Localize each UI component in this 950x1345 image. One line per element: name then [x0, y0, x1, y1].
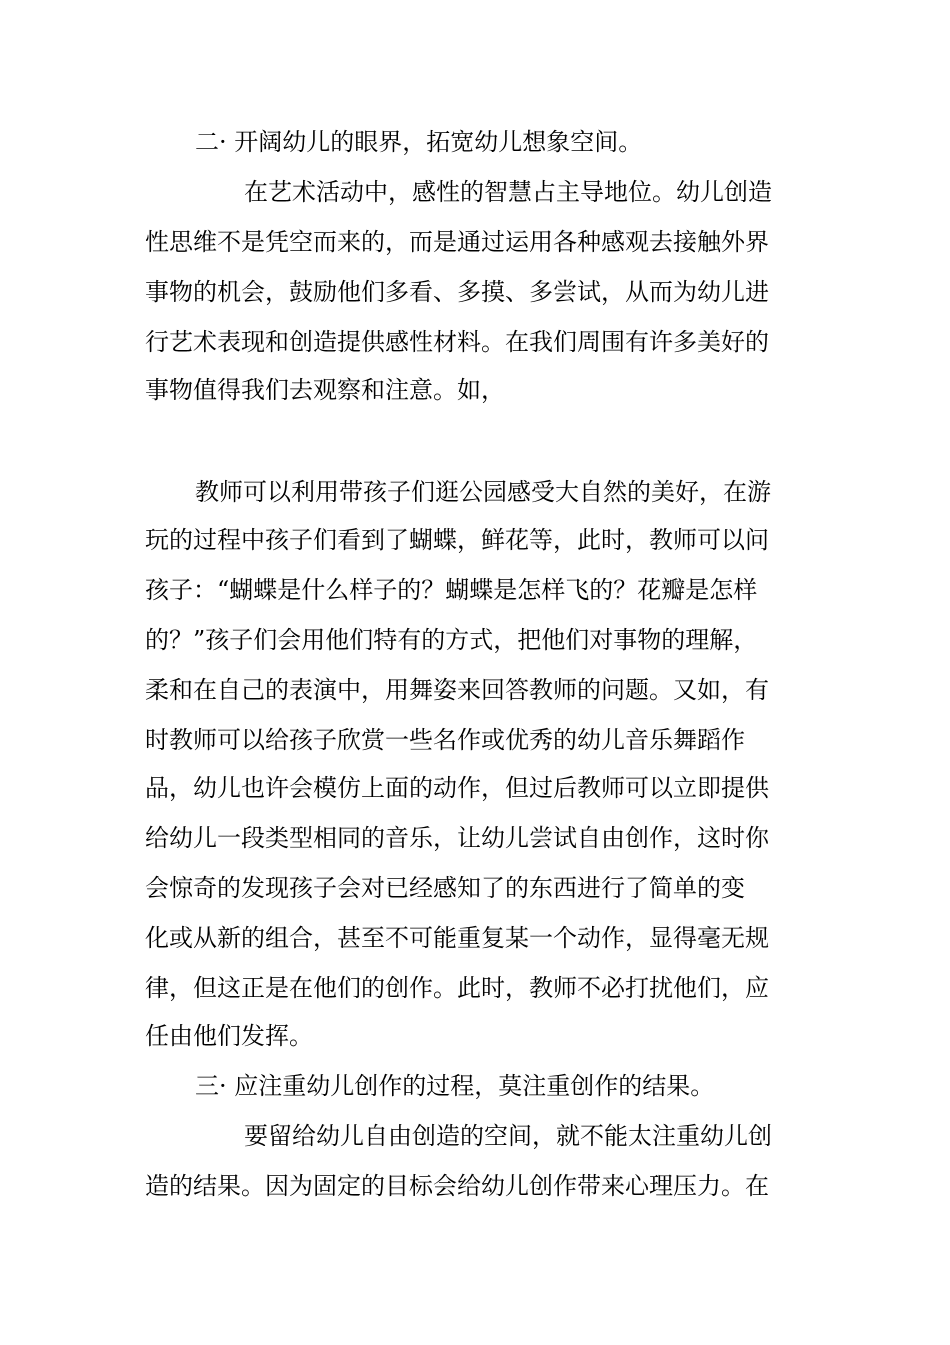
paragraph-line: 时教师可以给孩子欣赏一些名作或优秀的幼儿音乐舞蹈作: [145, 726, 745, 754]
paragraph-line: 在艺术活动中，感性的智慧占主导地位。幼儿创造: [244, 178, 772, 206]
paragraph-line: 品，幼儿也许会模仿上面的动作，但过后教师可以立即提供: [145, 774, 769, 802]
paragraph-line: 律，但这正是在他们的创作。此时，教师不必打扰他们，应: [145, 974, 769, 1002]
paragraph-line: 任由他们发挥。: [145, 1022, 313, 1050]
paragraph-line: 会惊奇的发现孩子会对已经感知了的东西进行了简单的变: [145, 874, 745, 902]
paragraph-line: 的？”孩子们会用他们特有的方式，把他们对事物的理解，: [145, 626, 758, 654]
paragraph-line: 造的结果。因为固定的目标会给幼儿创作带来心理压力。在: [145, 1172, 769, 1200]
paragraph-line: 玩的过程中孩子们看到了蝴蝶，鲜花等，此时，教师可以问: [145, 526, 769, 554]
paragraph-line: 事物的机会，鼓励他们多看、多摸、多尝试，从而为幼儿进: [145, 278, 769, 306]
paragraph-line: 行艺术表现和创造提供感性材料。在我们周围有许多美好的: [145, 328, 769, 356]
paragraph-line: 孩子：“蝴蝶是什么样子的？蝴蝶是怎样飞的？花瓣是怎样: [145, 576, 758, 604]
paragraph-line: 要留给幼儿自由创造的空间，就不能太注重幼儿创: [244, 1122, 772, 1150]
paragraph-line: 性思维不是凭空而来的，而是通过运用各种感观去接触外界: [145, 228, 769, 256]
paragraph-line: 事物值得我们去观察和注意。如，: [145, 376, 505, 404]
paragraph-line: 柔和在自己的表演中，用舞姿来回答教师的问题。又如，有: [145, 676, 769, 704]
paragraph-line: 教师可以利用带孩子们逛公园感受大自然的美好，在游: [195, 478, 771, 506]
section-3-heading: 三· 应注重幼儿创作的过程，莫注重创作的结果。: [195, 1072, 715, 1100]
paragraph-line: 给幼儿一段类型相同的音乐，让幼儿尝试自由创作，这时你: [145, 824, 769, 852]
paragraph-line: 化或从新的组合，甚至不可能重复某一个动作，显得毫无规: [145, 924, 769, 952]
section-2-heading: 二· 开阔幼儿的眼界，拓宽幼儿想象空间。: [195, 128, 643, 156]
